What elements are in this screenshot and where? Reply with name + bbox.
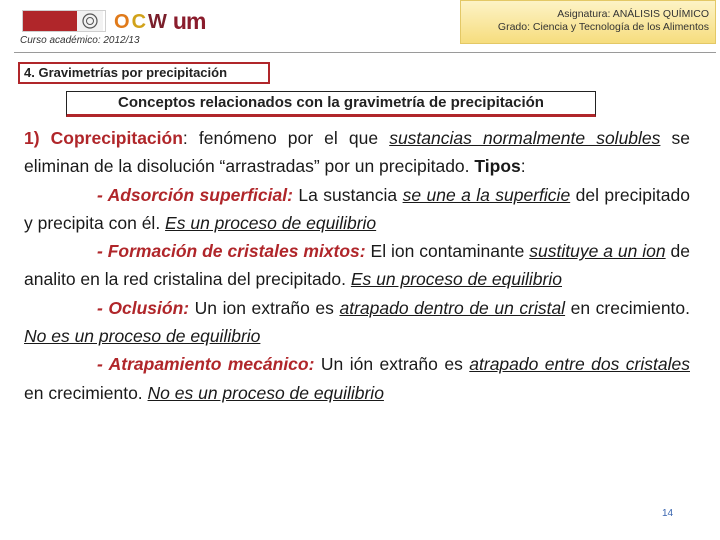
underlined-text: sustituye a un ion <box>529 241 666 262</box>
course-year-value: 2012/13 <box>103 35 140 46</box>
text: La sustancia <box>292 184 403 205</box>
adsorption-label: - Adsorción superficial: <box>97 184 293 205</box>
underlined-text: atrapado entre dos cristales <box>469 354 690 375</box>
concept-title: Conceptos relacionados con la gravimetría de precipitación <box>66 91 596 117</box>
text: Un ion extraño es <box>189 297 340 318</box>
equilibrium-note: No es un proceso de equilibrio <box>147 382 384 403</box>
course-year-label: Curso académico: <box>20 35 101 46</box>
mixed-crystals-label: - Formación de cristales mixtos: <box>97 241 366 262</box>
occlusion-label: - Oclusión: <box>97 297 190 318</box>
underlined-text: se une a la superficie <box>402 184 571 205</box>
occlusion-item <box>24 294 690 351</box>
coprecipitation-definition <box>24 124 690 181</box>
adsorption-item <box>24 181 690 238</box>
equilibrium-note: No es un proceso de equilibrio <box>24 326 261 347</box>
course-year <box>20 35 140 46</box>
header-divider <box>14 52 716 53</box>
underlined-text: atrapado dentro de un cristal <box>339 297 566 318</box>
mechanical-entrapment-item <box>24 350 690 407</box>
equilibrium-note: Es un proceso de equilibrio <box>165 212 377 233</box>
mechanical-entrapment-label: - Atrapamiento mecánico: <box>97 354 315 375</box>
university-logo <box>22 10 106 32</box>
text: de analito en la red cristalina del precipitado. <box>24 241 691 290</box>
text: El ion contaminante <box>365 241 530 262</box>
slide-body <box>24 124 690 407</box>
ocw-um-logo <box>114 8 205 32</box>
text: se eliminan de la disolución “arrastradas” por un precipitado. <box>24 128 690 177</box>
text: en crecimiento. <box>24 382 148 403</box>
text: del precipitado y precipita con él. <box>24 184 690 233</box>
text: Un ión extraño es <box>314 354 470 375</box>
mixed-crystals-item <box>24 237 690 294</box>
page-number: 14 <box>662 508 674 519</box>
types-label: Tipos <box>474 156 521 177</box>
ocw-logo-w: W <box>148 11 167 33</box>
text: : <box>520 156 526 177</box>
subject-info-box <box>460 0 716 44</box>
equilibrium-note: Es un proceso de equilibrio <box>350 269 562 290</box>
ocw-logo-um: um <box>172 8 206 34</box>
university-seal-icon <box>77 11 103 31</box>
underlined-text: sustancias normalmente solubles <box>389 128 661 148</box>
coprecipitation-term: 1) Coprecipitación <box>24 128 183 148</box>
subject-line: Asignatura: ANÁLISIS QUÍMICO <box>557 8 709 20</box>
ocw-logo-o: O <box>114 11 130 33</box>
ocw-logo-c: C <box>131 11 147 33</box>
degree-line: Grado: Ciencia y Tecnología de los Alimentos <box>497 21 709 33</box>
text: : fenómeno por el que <box>182 128 390 148</box>
university-logo-band <box>23 11 77 31</box>
text: en crecimiento. <box>565 297 691 318</box>
section-title: 4. Gravimetrías por precipitación <box>18 62 270 84</box>
